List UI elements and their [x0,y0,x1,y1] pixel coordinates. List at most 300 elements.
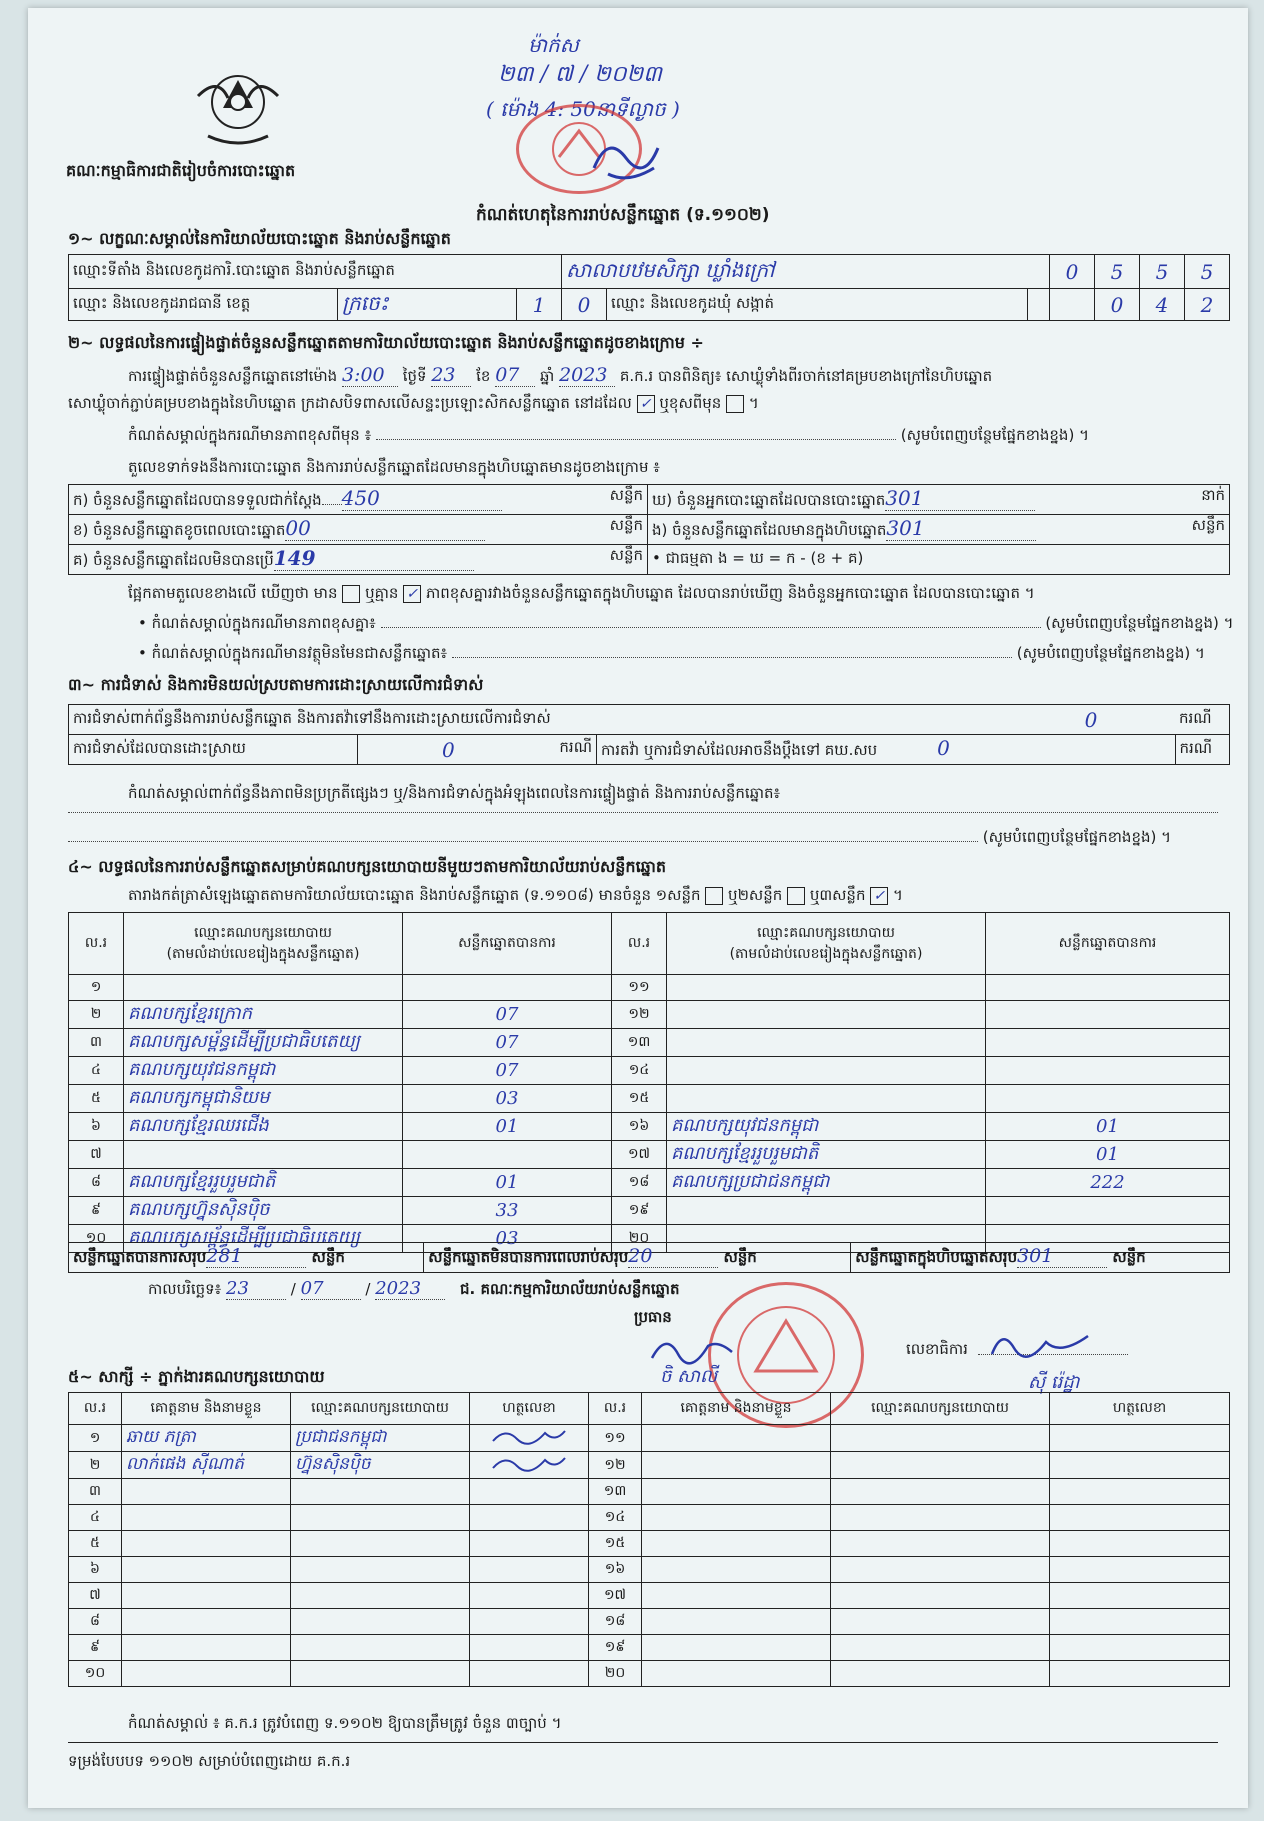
s2-line1 [128,364,992,389]
row-no: ២ [69,1001,124,1029]
row-no: ១០ [69,1225,124,1253]
witness-party [831,1635,1050,1661]
s4-date-row: កាលបរិច្ឆេទ៖ 23 / 07 / 2023 ជ. គណៈកម្មការិយាល័យរាប់សន្លឹកឆ្នោត [148,1278,680,1299]
s4-totals [68,1242,1230,1273]
witness-party [831,1505,1050,1531]
witness-signature [470,1557,589,1583]
row-no: ៥ [69,1085,124,1113]
s5-col-no: ល.រ [69,1393,122,1425]
votes [986,1057,1230,1085]
s2-fill-note-3: (សូមបំពេញបន្ថែមផ្នែកខាងខ្នង) ។ [1016,644,1205,662]
votes [986,1029,1230,1057]
party-name: គណបក្សខ្មែររួបរួមជាតិ [124,1169,403,1197]
witness-name: ឆាយ ភត្រា [122,1425,291,1452]
party-name [667,1029,986,1057]
witness-party [291,1635,470,1661]
s1-row2-label: ឈ្មោះ និងលេខកូដរាជធានី ខេត្ត [69,289,338,321]
s1-commune-blank [1027,289,1049,321]
s2-line7 [138,644,1205,666]
row-no: ៥ [69,1531,122,1557]
party-name [667,1197,986,1225]
party-name: គណបក្សប្រជាជនកម្ពុជា [667,1169,986,1197]
witness-party [831,1531,1050,1557]
chair-name: ចិ សាលី [660,1366,718,1387]
witness-name [642,1635,831,1661]
votes: 01 [403,1169,612,1197]
witness-signature [1050,1479,1230,1505]
party-name: គណបក្សសម្ព័ន្ធដើម្បីប្រជាធិបតេយ្យ [124,1029,403,1057]
witness-signature [470,1661,589,1687]
witness-signature [470,1425,589,1452]
witness-party [291,1609,470,1635]
row-no: ១៦ [589,1557,642,1583]
s5-heading: ៥~ សាក្សី ÷ ភ្នាក់ងារគណបក្សនយោបាយ [68,1367,325,1386]
votes: 222 [986,1169,1230,1197]
s4-col-votes: សន្លឹកឆ្នោតបានការ [403,913,612,975]
s1-comm-code-1: 0 [1095,289,1140,321]
table-row [69,975,1230,1001]
s2-c [69,545,648,575]
s2-b-value: 00 [285,516,485,541]
s2-line2: សោឃ្លុំចាក់ភ្ជាប់គម្របខាងក្នុងនៃហិបឆ្នោត ក្រដាសបិទពាសលើសន្ទះប្រឡោះសិកសន្លឹកឆ្នោត នៅដដែល ✓ ឬខុសពីមុន ។ [68,394,759,412]
s4-results-table [68,912,1230,1253]
s2-line3-dots [376,439,896,440]
s2-line2-text: សោឃ្លុំចាក់ភ្ជាប់គម្របខាងក្នុងនៃហិបឆ្នោត ក្រដាសបិទពាសលើសន្ទះប្រឡោះសិកសន្លឹកឆ្នោត នៅដដែល [68,394,632,412]
votes: 07 [403,1057,612,1085]
row-no: ៧ [69,1141,124,1169]
witness-name [122,1505,291,1531]
votes: 07 [403,1001,612,1029]
row-no: ១៧ [612,1141,667,1169]
table-row [69,1452,1230,1479]
witness-signature [1050,1609,1230,1635]
s4-col-party-title-r: ឈ្មោះគណបក្សនយោបាយ [757,924,895,941]
s2-a-value: 450 [342,486,502,511]
s1-code-3: 5 [1140,255,1185,289]
s4-col-party-sub-r: (តាមលំដាប់លេខរៀងក្នុងសន្លឹកឆ្នោត) [729,945,923,962]
s4-total-invalid-label: សន្លឹកឆ្នោតមិនបានការពេលរាប់សរុប [428,1248,629,1266]
s5-note: កំណត់សម្គាល់ ៖ គ.ក.រ ត្រូវបំពេញ ទ.១១០២ ឱ្យបានត្រឹមត្រូវ ចំនួន ៣ច្បាប់ ។ [128,1714,562,1732]
row-no: ១២ [612,1001,667,1029]
votes: 03 [403,1085,612,1113]
table-row [69,1425,1230,1452]
witness-name [642,1479,831,1505]
s2-e-label: ង) ចំនួនសន្លឹកឆ្នោតដែលមានក្នុងហិបឆ្នោត [652,521,887,539]
three-sheets-checkbox[interactable]: ✓ [870,887,888,905]
s3-row1-label: ការជំទាស់ពាក់ព័ន្ធនឹងការរាប់សន្លឹកឆ្នោត និងការតវ៉ាទៅនឹងការដោះស្រាយលើការជំទាស់ [69,705,1008,735]
witness-signature [1050,1452,1230,1479]
table-row [69,1141,1230,1169]
s1-prov-code-1: 1 [517,289,562,321]
s4-col-party-r [667,913,986,975]
witness-signature [1050,1505,1230,1531]
s3-row2b-value: 0 [937,736,950,760]
s4-intro: តារាងកត់ត្រាសំឡេងឆ្នោតតាមការិយាល័យបោះឆ្នោត និងរាប់សន្លឹកឆ្នោត (ទ.១១០៨) មានចំនួន ១សន្លឹក ឬ២សន្លឹក ឬ៣សន្លឹក ✓ ។ [128,886,903,904]
witness-signature [1050,1583,1230,1609]
table-row [69,1169,1230,1197]
witness-signature [470,1583,589,1609]
table-row [69,1113,1230,1141]
s4-col-party-title: ឈ្មោះគណបក្សនយោបាយ [194,924,332,941]
party-name: គណបក្សខ្មែររួបរួមជាតិ [667,1141,986,1169]
table-row [69,1505,1230,1531]
s3-note: កំណត់សម្គាល់ពាក់ព័ន្ធនឹងភាពមិនប្រក្រតីផ្សេងៗ ឬ/និងការជំទាស់ក្នុងអំឡុងពេលនៃការផ្ទៀងផ្ទាត់ និងការរាប់សន្លឹកឆ្នោត៖ [128,784,781,802]
votes: 01 [403,1113,612,1141]
s3-fill-dots [68,841,978,842]
s1-comm-code-3: 2 [1185,289,1230,321]
s2-line6-dots [381,627,1041,628]
s3-row2-cell [358,735,597,765]
party-name [124,975,403,1001]
row-no: ២ [69,1452,122,1479]
table-row [69,1661,1230,1687]
s1-code-4: 5 [1185,255,1230,289]
votes [986,975,1230,1001]
s2-c-value: 149 [274,546,474,571]
witness-signature [470,1505,589,1531]
s4-rows [69,975,1230,1253]
s4-total-box: 301 [1017,1245,1107,1268]
party-name: គណបក្សហ្វ៊ុនស៊ិនប៉ិច [124,1197,403,1225]
row-no: ១ [69,1425,122,1452]
s4-date-label: កាលបរិច្ឆេទ៖ [148,1280,222,1298]
s2-a [69,485,648,515]
s2-a-dots [322,504,342,505]
s4-date-day: 23 [226,1278,286,1300]
s4-col-votes-r: សន្លឹកឆ្នោតបានការ [986,913,1230,975]
witness-name [642,1531,831,1557]
row-no: ៦ [69,1113,124,1141]
s1-row2-label2: ឈ្មោះ និងលេខកូដឃុំ សង្កាត់ [607,289,1028,321]
s4-col-party [124,913,403,975]
row-no: ១៤ [589,1505,642,1531]
s2-line1d: ឆ្នាំ [539,367,555,385]
s2-a-label: ក) ចំនួនសន្លឹកឆ្នោតដែលបានទទួលជាក់ស្តែង [73,491,322,509]
s5-rows [69,1425,1230,1687]
row-no: ១៣ [589,1479,642,1505]
party-name [124,1141,403,1169]
witness-name [642,1583,831,1609]
s4-total-valid-cell [69,1243,424,1273]
s4-date-year: 2023 [375,1278,445,1300]
s1-code-2: 5 [1095,255,1140,289]
s4-secretary: លេខាធិការ [906,1340,968,1358]
s2-line1c: ខែ [476,367,491,385]
witness-party [291,1583,470,1609]
votes: 33 [403,1197,612,1225]
s2-time: 3:00 [342,364,398,387]
s2-a-unit: សន្លឹក [609,486,643,504]
handwritten-top: ម៉ាក់ស [528,33,579,57]
org-name: គណៈកម្មាធិការជាតិរៀបចំការបោះឆ្នោត [66,161,296,180]
row-no: ៤ [69,1057,124,1085]
witness-party [291,1531,470,1557]
witness-name [122,1661,291,1687]
s2-c-label: គ) ចំនួនសន្លឹកឆ្នោតដែលមិនបានប្រើ [73,551,274,569]
ballot-count-form [28,8,1248,1808]
handwritten-date: ២៣ / ៧ / ២០២៣ [498,62,662,87]
table-row [69,1479,1230,1505]
votes: 01 [986,1113,1230,1141]
s2-line3-text: កំណត់សម្គាល់ក្នុងករណីមានភាពខុសពីមុន ៖ [128,426,372,444]
has-difference-checkbox[interactable] [342,585,360,603]
footer-text: ទម្រង់បែបបទ ១១០២ សម្រាប់បំពេញដោយ គ.ក.រ [68,1752,351,1770]
s2-line1a: ការផ្ទៀងផ្ទាត់ចំនួនសន្លឹកឆ្នោតនៅម៉ោង [128,367,338,385]
s2-line3 [128,426,1089,448]
s4-col-no-r: ល.រ [612,913,667,975]
s5-col-no-r: ល.រ [589,1393,642,1425]
row-no: ១២ [589,1452,642,1479]
s2-line5 [128,584,1035,606]
row-no: ១៨ [589,1609,642,1635]
witness-name [642,1505,831,1531]
s5-col-sign-r: ហត្ថលេខា [1050,1393,1230,1425]
witness-name [642,1425,831,1452]
s2-b-unit: សន្លឹក [609,516,643,534]
s2-line4: តួលេខទាក់ទងនឹងការបោះឆ្នោត និងការរាប់សន្លឹកឆ្នោតដែលមានក្នុងហិបឆ្នោតមានដូចខាងក្រោម ៖ [128,458,660,476]
s4-col-no: ល.រ [69,913,124,975]
row-no: ៩ [69,1635,122,1661]
s2-line7-dots [452,657,1012,658]
row-no: ២០ [612,1225,667,1253]
s4-total-valid-label: សន្លឹកឆ្នោតបានការសរុប [73,1248,207,1266]
s2-heading: ២~ លទ្ធផលនៃការផ្ទៀងផ្ទាត់ចំនួនសន្លឹកឆ្នោតតាមការិយាល័យបោះឆ្នោត និងរាប់សន្លឹកឆ្នោតដូចខាងក្រោម ÷ [68,333,704,352]
s2-d-unit: នាក់ [1201,486,1225,504]
witness-name [122,1557,291,1583]
votes [986,1001,1230,1029]
s3-row2b-cell [597,735,1176,765]
one-sheet-checkbox[interactable] [705,887,723,905]
votes [403,975,612,1001]
row-no: ១៥ [612,1085,667,1113]
witness-party [831,1583,1050,1609]
witness-signature [470,1609,589,1635]
witness-signature [1050,1425,1230,1452]
s2-line1b: ថ្ងៃទី [402,367,427,385]
s1-comm-code-2: 4 [1140,289,1185,321]
row-no: ៨ [69,1609,122,1635]
s5-col-sign: ហត្ថលេខា [470,1393,589,1425]
s4-col-party-sub: (តាមលំដាប់លេខរៀងក្នុងសន្លឹកឆ្នោត) [166,945,360,962]
s2-line1e: គ.ក.រ បានពិនិត្យ៖ សោឃ្លុំទាំងពីរចាក់នៅគម្របខាងក្រៅនៃហិបឆ្នោត [619,367,993,385]
party-name: គណបក្សសម្ព័ន្ធដើម្បីប្រជាធិបតេយ្យ [124,1225,403,1253]
form-title: កំណត់ហេតុនៃការរាប់សន្លឹកឆ្នោត (ទ.១១០២) [476,205,770,225]
nec-emblem [178,66,298,152]
witness-signature [470,1452,589,1479]
party-name [667,1057,986,1085]
s3-fill-row [68,828,1171,850]
s2-b [69,515,648,545]
different-checkbox[interactable] [726,395,744,413]
table-row [69,1609,1230,1635]
secretary-signature [988,1326,1098,1370]
no-difference-checkbox[interactable]: ✓ [403,585,421,603]
two-sheets-checkbox[interactable] [787,887,805,905]
row-no: ២០ [589,1661,642,1687]
s4-intro3: ឬ៣សន្លឹក [809,886,866,904]
witness-name [122,1531,291,1557]
row-no: ១ [69,975,124,1001]
s3-row2-unit: ករណី [559,737,592,756]
row-no: ៧ [69,1583,122,1609]
table-row [69,1001,1230,1029]
s3-row2-value: 0 [442,737,455,762]
row-no: ១៩ [612,1197,667,1225]
votes [403,1141,612,1169]
s2-d-label: ឃ) ចំនួនអ្នកបោះឆ្នោតដែលបានបោះឆ្នោត [652,491,886,509]
s4-committee: ជ. គណៈកម្មការិយាល័យរាប់សន្លឹកឆ្នោត [460,1280,680,1298]
witness-name [122,1635,291,1661]
party-name [667,975,986,1001]
s5-col-name: គោត្តនាម និងនាមខ្លួន [122,1393,291,1425]
votes [986,1197,1230,1225]
votes: 07 [403,1029,612,1057]
s2-fill-note-4: (សូមបំពេញបន្ថែមផ្នែកខាងខ្នង) ។ [982,828,1172,846]
s5-col-party: ឈ្មោះគណបក្សនយោបាយ [291,1393,470,1425]
s5-col-party-r: ឈ្មោះគណបក្សនយោបាយ [831,1393,1050,1425]
s3-row2b-unit: ករណី [1175,735,1230,765]
s3-note-line [68,808,1218,813]
witness-name [122,1609,291,1635]
handwritten-time: ( ម៉ោង 4: 50នាទីល្ងាច ) [486,97,680,121]
party-name: គណបក្សយុវជនកម្ពុជា [124,1057,403,1085]
s4-total-box-unit: សន្លឹក [1112,1248,1146,1266]
s3-row1-value: 0 [1007,705,1175,735]
witness-signature [470,1635,589,1661]
s2-figures-table [68,484,1230,575]
row-no: ៣ [69,1029,124,1057]
s1-province: ក្រចេះ [338,289,517,321]
witness-name [122,1583,291,1609]
table-row [69,1557,1230,1583]
s2-c-unit: សន្លឹក [609,546,643,564]
row-no: ១៩ [589,1635,642,1661]
s2-e [648,515,1230,545]
witness-party [831,1661,1050,1687]
row-no: ១១ [589,1425,642,1452]
witness-party: ប្រជាជនកម្ពុជា [291,1425,470,1452]
footer-divider [68,1742,1218,1743]
secretary-name: ស៊ី រ៉េដ្ឋា [1028,1372,1080,1393]
witness-name [122,1479,291,1505]
witness-name [642,1452,831,1479]
s2-month: 07 [495,364,535,387]
witness-signature [470,1531,589,1557]
s2-day: 23 [431,364,471,387]
signature-top [588,128,668,192]
row-no: ១៥ [589,1531,642,1557]
table-row [69,1197,1230,1225]
s5-col-name-r: គោត្តនាម និងនាមខ្លួន [642,1393,831,1425]
witness-party [831,1452,1050,1479]
row-no: ១៣ [612,1029,667,1057]
s4-total-box-cell [851,1243,1230,1273]
s2-e-value: 301 [886,516,1036,541]
witness-name [642,1609,831,1635]
s2-line5b: ឬគ្មាន [365,584,399,602]
witness-signature [470,1479,589,1505]
s2-year: 2023 [559,364,615,387]
s3-row2b-label: ការតវ៉ា ឬការជំទាស់ដែលអាចនឹងប្តឹងទៅ គឃ.សប [601,741,878,759]
s4-total-valid: 281 [206,1245,306,1268]
s2-line6-text: • កំណត់សម្គាល់ក្នុងករណីមានភាពខុសគ្នា៖ [138,614,376,632]
witness-signature [1050,1531,1230,1557]
table-row [69,1531,1230,1557]
table-row [69,1029,1230,1057]
party-name [667,1085,986,1113]
row-no: ១០ [69,1661,122,1687]
s4-intro-text: តារាងកត់ត្រាសំឡេងឆ្នោតតាមការិយាល័យបោះឆ្នោត និងរាប់សន្លឹកឆ្នោត (ទ.១១០៨) មានចំនួន ១សន្លឹក [128,886,701,904]
witness-party [831,1609,1050,1635]
witness-signature [1050,1635,1230,1661]
s2-fill-note-2: (សូមបំពេញបន្ថែមផ្នែកខាងខ្នង) ។ [1045,614,1234,632]
party-name [667,1001,986,1029]
witness-party: ហ្វ៊ុនស៊ិនប៉ិច [291,1452,470,1479]
s1-row1-value: សាលាបឋមសិក្សា ឃ្លាំងក្រៅ [562,255,1050,289]
party-name: គណបក្សខ្មែរក្រោក [124,1001,403,1029]
s2-e-unit: សន្លឹក [1191,516,1225,534]
table-row [69,1085,1230,1113]
s4-total-valid-unit: សន្លឹក [311,1248,345,1266]
s3-heading: ៣~ ការជំទាស់ និងការមិនយល់ស្របតាមការដោះស្រាយលើការជំទាស់ [68,675,484,694]
party-name: គណបក្សយុវជនកម្ពុជា [667,1113,986,1141]
s2-line6 [138,614,1234,636]
s1-code-1: 0 [1050,255,1095,289]
witness-party [831,1557,1050,1583]
s3-row2-label: ការជំទាស់ដែលបានដោះស្រាយ [69,735,358,765]
s3-table [68,704,1230,765]
s2-b-label: ខ) ចំនួនសន្លឹកឆ្នោតខូចពេលបោះឆ្នោត [73,521,286,539]
s1-table [68,254,1230,321]
row-no: ១៨ [612,1169,667,1197]
witness-name [642,1557,831,1583]
witness-party [291,1661,470,1687]
s2-line2b: ឬខុសពីមុន [659,394,722,412]
witness-party [291,1479,470,1505]
s2-formula: • ជាធម្មតា ង = ឃ = ក - (ខ + គ) [648,545,1230,575]
s2-d [648,485,1230,515]
row-no: ៩ [69,1197,124,1225]
witness-name [642,1661,831,1687]
same-checkbox[interactable]: ✓ [637,395,655,413]
row-no: ១៧ [589,1583,642,1609]
table-row [69,1057,1230,1085]
s4-total-invalid: 20 [628,1245,718,1268]
s2-line7-text: • កំណត់សម្គាល់ក្នុងករណីមានវត្ថុមិនមែនជាសន្លឹកឆ្នោត៖ [138,644,448,662]
s4-heading: ៤~ លទ្ធផលនៃការរាប់សន្លឹកឆ្នោតសម្រាប់គណបក្សនយោបាយនីមួយៗតាមការិយាល័យរាប់សន្លឹកឆ្នោត [68,857,667,876]
s1-prov-code-2: 0 [562,289,607,321]
s3-row1-unit: ករណី [1175,705,1230,735]
row-no: ១៦ [612,1113,667,1141]
s4-chair: ប្រធាន [634,1308,672,1326]
votes [986,1085,1230,1113]
s1-heading: ១~ លក្ខណៈសម្គាល់នៃការិយាល័យបោះឆ្នោត និងរាប់សន្លឹកឆ្នោត [68,229,451,248]
s4-total-box-label: សន្លឹកឆ្នោតក្នុងហិបឆ្នោតសរុប [855,1248,1018,1266]
s2-line5c: ភាពខុសគ្នារវាងចំនួនសន្លឹកឆ្នោតក្នុងហិបឆ្នោត ដែលបានរាប់ឃើញ និងចំនួនអ្នកបោះឆ្នោត ដែលបានបោះឆ្នោត ។ [425,584,1035,602]
s4-intro2: ឬ២សន្លឹក [728,886,783,904]
row-no: ៣ [69,1479,122,1505]
witness-party [291,1505,470,1531]
witness-party [831,1425,1050,1452]
row-no: ៦ [69,1557,122,1583]
witness-name: លាក់ផេង ស៊ីណាត់ [122,1452,291,1479]
s2-line5a: ផ្អែកតាមតួលេខខាងលើ ឃើញថា មាន [128,584,338,602]
s1-row1-label: ឈ្មោះទីតាំង និងលេខកូដការិ.បោះឆ្នោត និងរាប់សន្លឹកឆ្នោត [69,255,562,289]
s5-witness-table [68,1392,1230,1687]
witness-signature [1050,1557,1230,1583]
witness-party [831,1479,1050,1505]
party-name: គណបក្សខ្មែរឈរជើង [124,1113,403,1141]
